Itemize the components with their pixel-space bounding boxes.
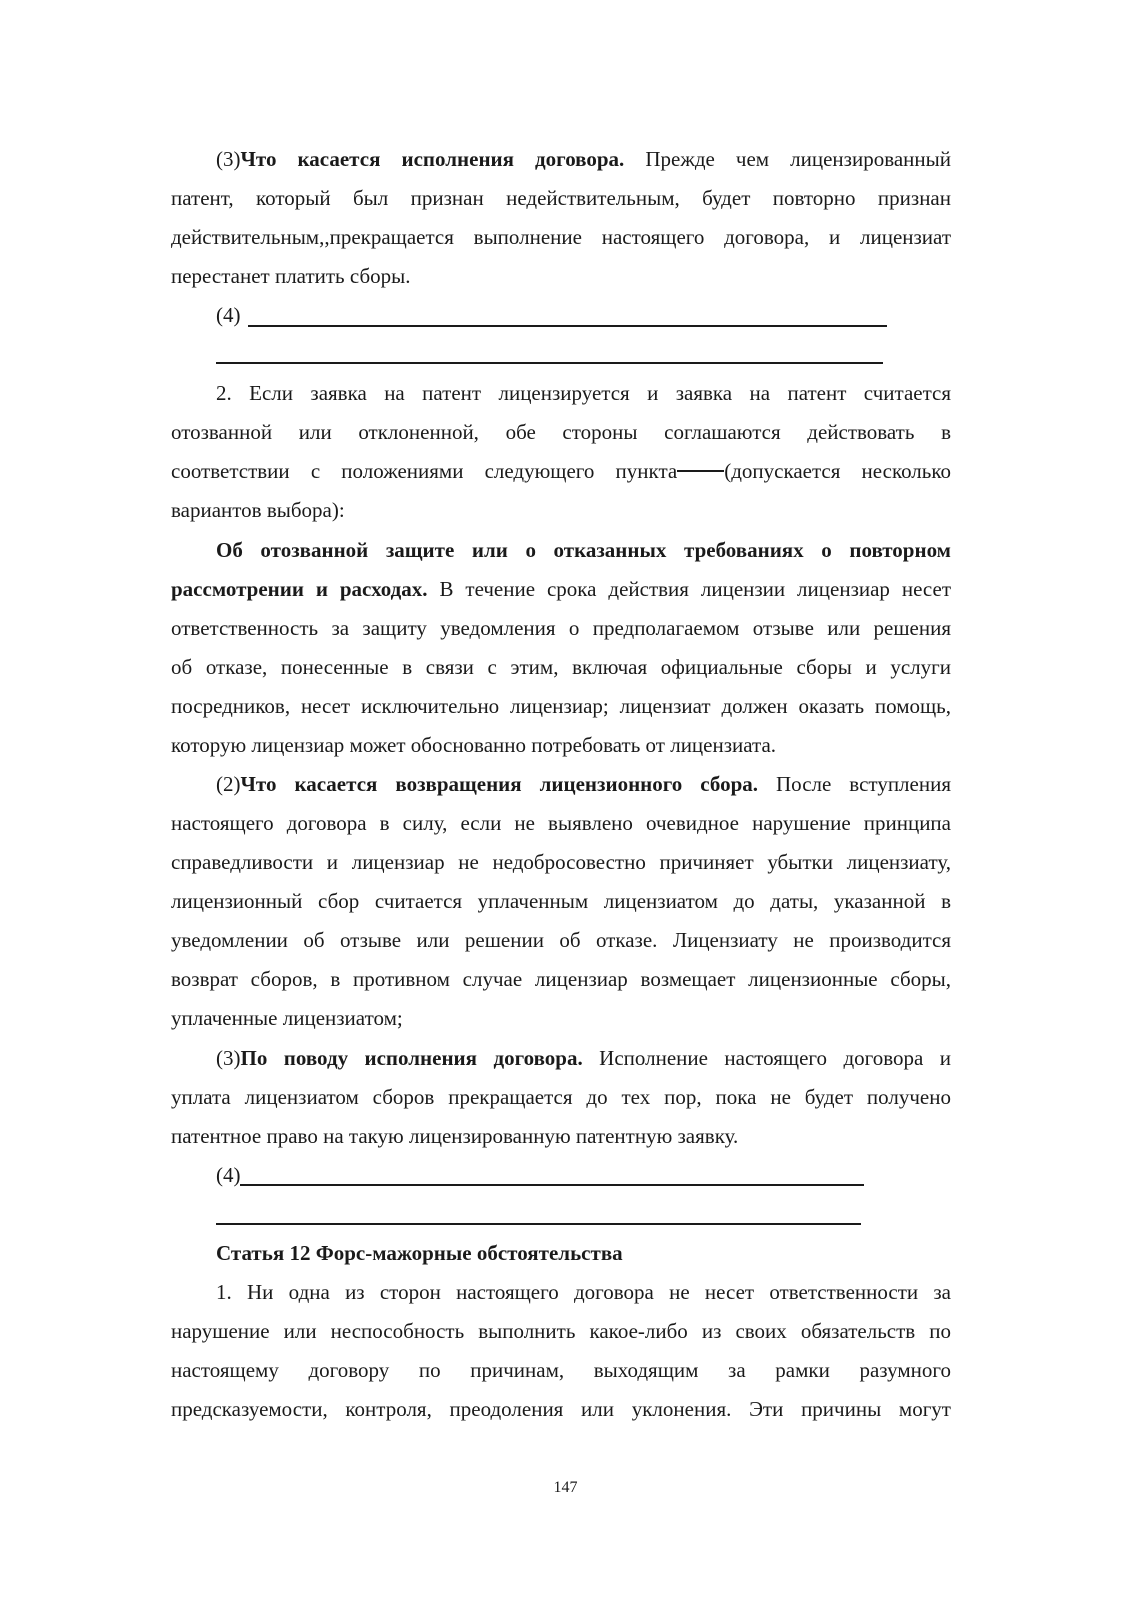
- paragraph-line: [171, 569, 951, 609]
- text-span: В течение срока действия лицензии лицензиар несет: [427, 577, 951, 601]
- bold-heading: Что касается возвращения лицензионного сбора.: [240, 772, 759, 796]
- text-span: соответствии с положениями следующего пункта: [171, 459, 678, 483]
- paragraph-line: [216, 530, 951, 570]
- paragraph-line: которую лицензиар может обоснованно потребовать от лицензиата.: [171, 733, 777, 757]
- paragraph-line: патент, который был признан недействительным, будет повторно признан: [171, 186, 951, 210]
- paragraph-line: [171, 451, 951, 491]
- paragraph-line: вариантов выбора):: [171, 498, 345, 522]
- paragraph-line: [216, 139, 951, 179]
- paragraph-line: отозванной или отклоненной, обе стороны соглашаются действовать в: [171, 420, 951, 444]
- paragraph-line: уплаченные лицензиатом;: [171, 1006, 403, 1030]
- item-number: (3): [216, 147, 241, 171]
- paragraph-line: посредников, несет исключительно лицензиар; лицензиат должен оказать помощь,: [171, 694, 951, 718]
- paragraph-line: уведомлении об отзыве или решении об отказе. Лицензиату не производится: [171, 928, 951, 952]
- paragraph-line: [216, 764, 951, 804]
- article-title: Статья 12 Форс-мажорные обстоятельства: [216, 1241, 623, 1265]
- blank-fill-line: [216, 362, 883, 364]
- item-number: (4): [216, 1163, 241, 1187]
- paragraph-line: [216, 1038, 951, 1078]
- paragraph-line: нарушение или неспособность выполнить какое-либо из своих обязательств по: [171, 1319, 951, 1343]
- article-heading: [216, 1233, 951, 1273]
- paragraph-line: справедливости и лицензиар не недобросовестно причиняет убытки лицензиату,: [171, 850, 951, 874]
- bold-heading: Об отозванной защите или о отказанных требованиях о повторном: [216, 538, 951, 562]
- inline-blank: [677, 470, 724, 472]
- item-number: (2): [216, 772, 241, 796]
- paragraph-line: уплата лицензиатом сборов прекращается до тех пор, пока не будет получено: [171, 1085, 951, 1109]
- paragraph-line: настоящего договора в силу, если не выявлено очевидное нарушение принципа: [171, 811, 951, 835]
- paragraph-line: 1. Ни одна из сторон настоящего договора не несет ответственности за: [216, 1280, 951, 1304]
- bold-heading: Что касается исполнения договора.: [240, 147, 625, 171]
- bold-heading: По поводу исполнения договора.: [240, 1046, 583, 1070]
- paragraph-line: предсказуемости, контроля, преодоления или уклонения. Эти причины могут: [171, 1397, 951, 1421]
- paragraph-line: патентное право на такую лицензированную патентную заявку.: [171, 1124, 739, 1148]
- text-span: Прежде чем лицензированный: [624, 147, 951, 171]
- text-span: После вступления: [758, 772, 951, 796]
- page-number: 147: [553, 1479, 578, 1496]
- paragraph-line: об отказе, понесенные в связи с этим, включая официальные сборы и услуги: [171, 655, 951, 679]
- blank-fill-line: [216, 1223, 861, 1225]
- paragraph-line: 2. Если заявка на патент лицензируется и заявка на патент считается: [216, 381, 951, 405]
- paragraph-line: действительным,,прекращается выполнение настоящего договора, и лицензиат: [171, 225, 951, 249]
- blank-fill-line: [240, 1184, 864, 1186]
- paragraph-line: лицензионный сбор считается уплаченным лицензиатом до даты, указанной в: [171, 889, 951, 913]
- text-span: Исполнение настоящего договора и: [582, 1046, 952, 1070]
- paragraph-line: возврат сборов, в противном случае лицензиар возмещает лицензионные сборы,: [171, 967, 951, 991]
- text-span: (допускается несколько: [724, 459, 951, 483]
- paragraph-line: ответственность за защиту уведомления о предполагаемом отзыве или решения: [171, 616, 951, 640]
- item-number: (3): [216, 1046, 241, 1070]
- bold-heading: рассмотрении и расходах.: [171, 577, 428, 601]
- item-number: (4): [216, 303, 241, 327]
- blank-fill-line: [248, 325, 887, 327]
- paragraph-line: перестанет платить сборы.: [171, 264, 411, 288]
- paragraph-line: настоящему договору по причинам, выходящим за рамки разумного: [171, 1358, 951, 1382]
